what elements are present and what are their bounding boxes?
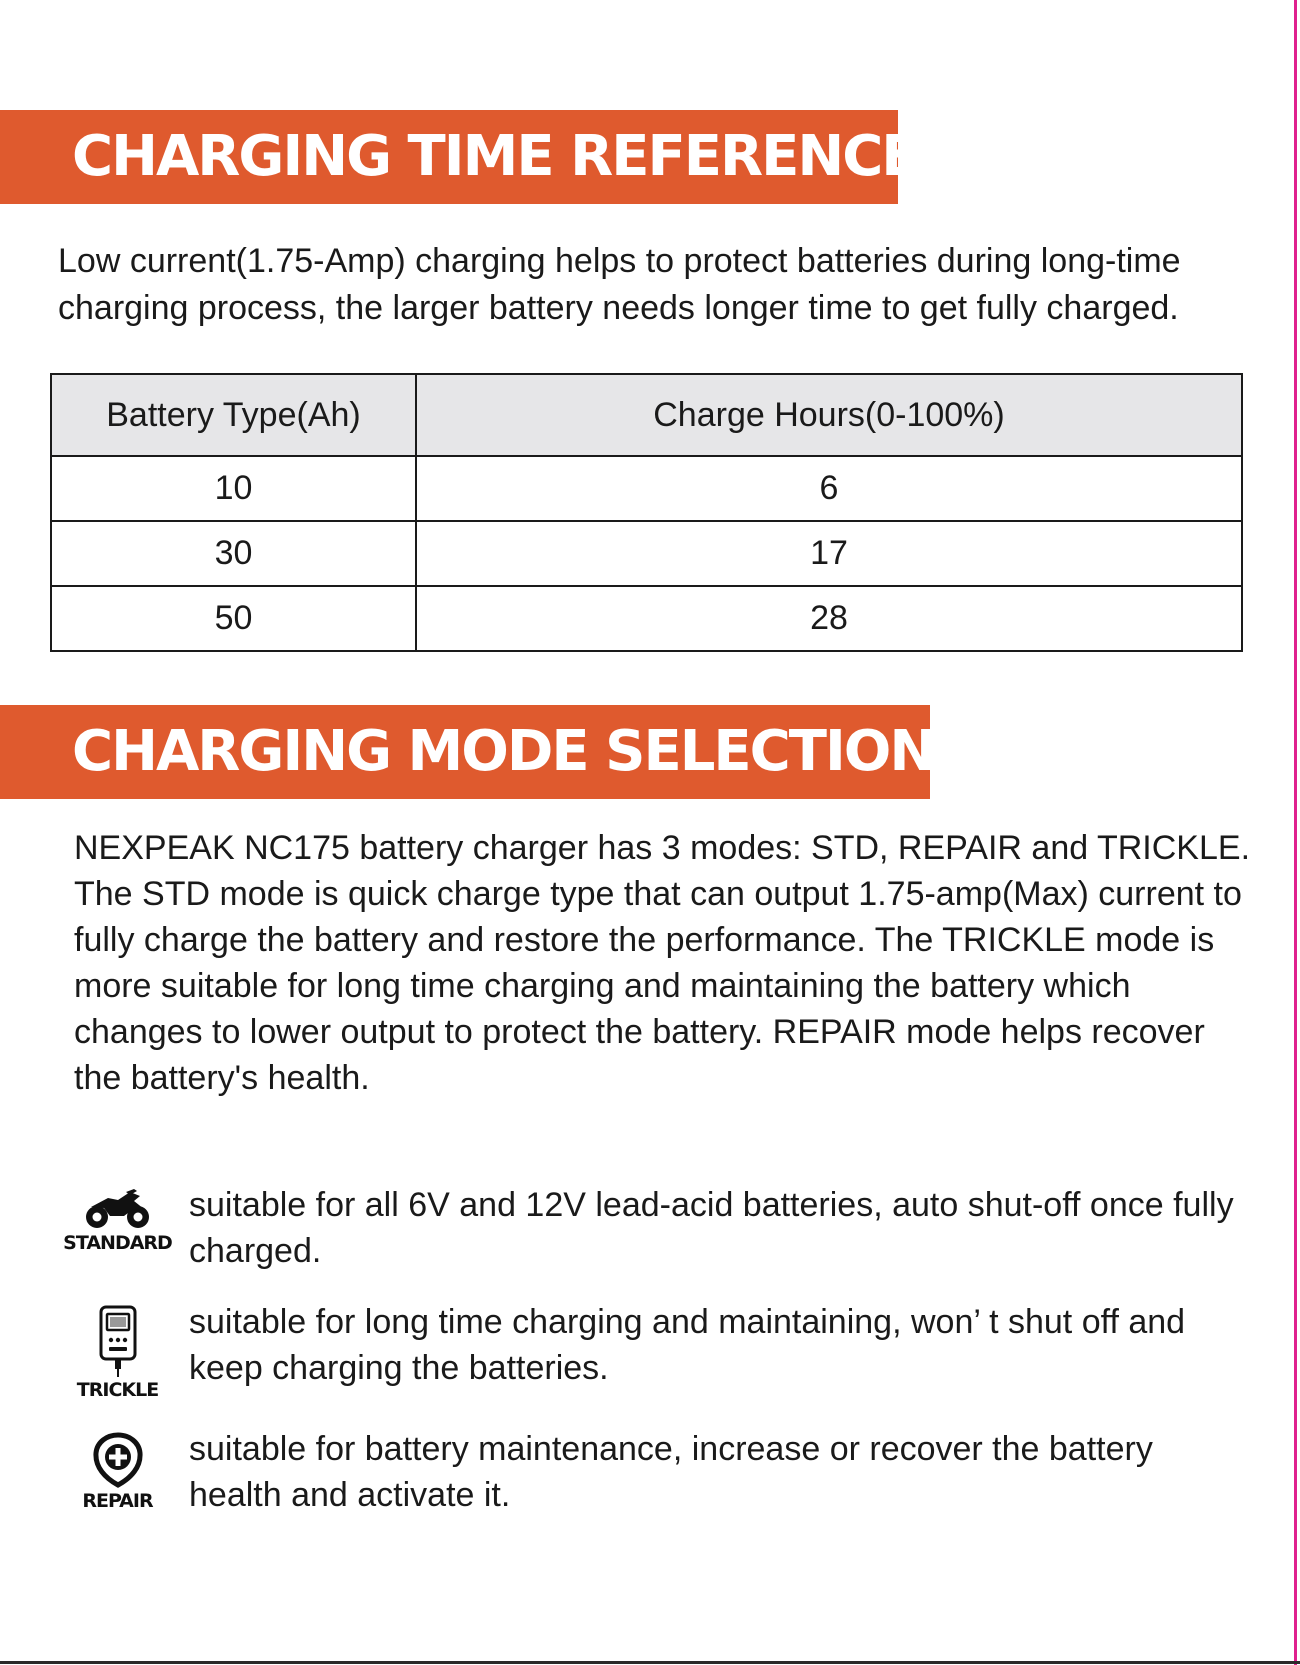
- trickle-mode-text: suitable for long time charging and maintaining, won’ t shut off and keep charging the batteries.: [189, 1303, 1186, 1387]
- charger-device-icon: [97, 1305, 139, 1377]
- table-row: [51, 456, 1242, 521]
- mode-item-repair: [60, 1432, 1240, 1542]
- modes-summary-text: NEXPEAK NC175 battery charger has 3 modes: STD, REPAIR and TRICKLE.: [74, 829, 1251, 867]
- table-row: [51, 521, 1242, 586]
- standard-mode-text: suitable for all 6V and 12V lead-acid batteries, auto shut-off once fully charged.: [189, 1186, 1234, 1270]
- standard-mode-label: STANDARD: [63, 1232, 172, 1254]
- table-row: [51, 586, 1242, 651]
- charge-hours-cell: 17: [416, 521, 1242, 586]
- shield-cross-icon: [91, 1432, 145, 1488]
- trickle-mode-badge: [60, 1305, 175, 1401]
- repair-mode-text: suitable for battery maintenance, increase or recover the battery health and activate it.: [189, 1430, 1153, 1514]
- trickle-mode-label: TRICKLE: [76, 1379, 159, 1401]
- motorcycle-icon: [82, 1188, 154, 1230]
- battery-type-cell: 10: [51, 456, 416, 521]
- table-header-battery-type: Battery Type(Ah): [51, 374, 416, 456]
- battery-type-cell: 30: [51, 521, 416, 586]
- charging-mode-banner: [0, 705, 973, 799]
- mode-item-trickle: [60, 1305, 1240, 1415]
- charging-time-title: CHARGING TIME REFERENCE: [72, 124, 918, 189]
- standard-mode-badge: [60, 1188, 175, 1254]
- table-header-row: [51, 374, 1242, 456]
- charging-mode-description: [74, 825, 1254, 1101]
- repair-mode-label: REPAIR: [82, 1490, 153, 1512]
- charge-hours-cell: 6: [416, 456, 1242, 521]
- modes-detail-text: The STD mode is quick charge type that can output 1.75-amp(Max) current to fully charge the battery and restore the performance. The TRICKLE mode is more suitable for long time charging and maintaining the battery which changes to lower output to protect the battery. REPAIR mode helps recover the battery's health.: [74, 875, 1242, 1097]
- battery-type-cell: 50: [51, 586, 416, 651]
- bottom-divider: [0, 1661, 1300, 1664]
- charging-time-table: [50, 373, 1243, 652]
- charge-hours-cell: 28: [416, 586, 1242, 651]
- charging-time-intro: Low current(1.75-Amp) charging helps to protect batteries during long-time charging process, the larger battery needs longer time to get fully charged.: [58, 242, 1181, 327]
- table-header-charge-hours: Charge Hours(0-100%): [416, 374, 1242, 456]
- mode-item-standard: [60, 1188, 1240, 1298]
- charging-time-banner: [0, 110, 918, 204]
- charging-mode-title: CHARGING MODE SELECTIONS: [72, 719, 973, 784]
- repair-mode-badge: [60, 1432, 175, 1512]
- page-edge-accent-line: [1294, 0, 1297, 1665]
